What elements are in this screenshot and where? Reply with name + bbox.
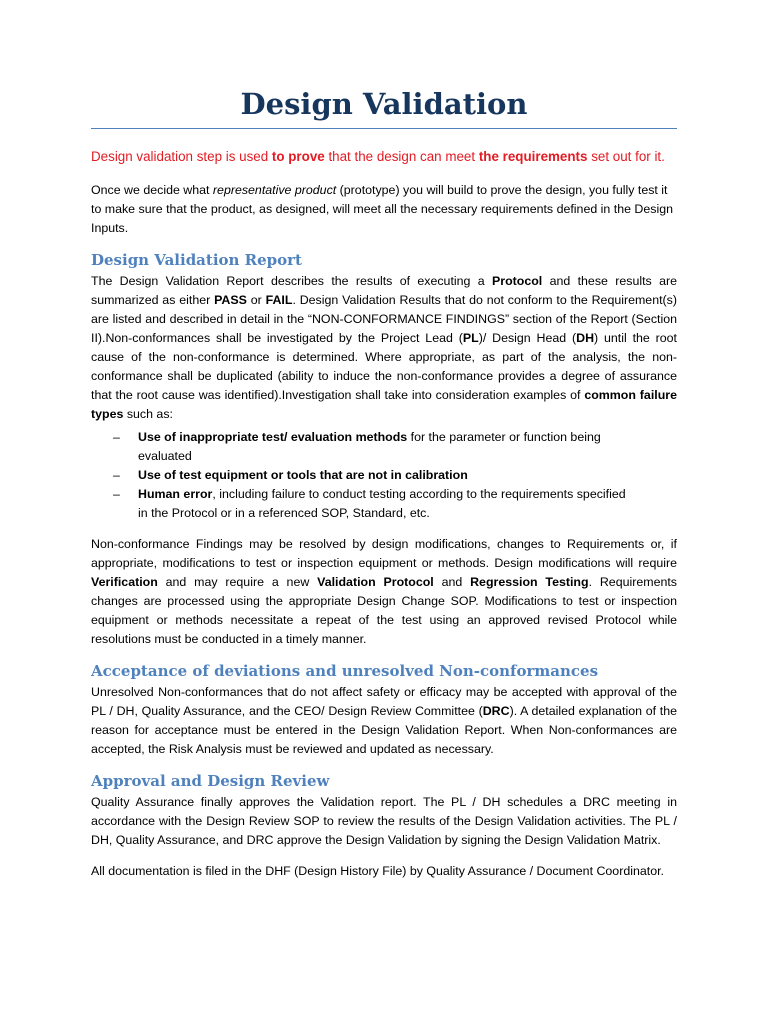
page-title: Design Validation <box>240 87 528 121</box>
list-item: – Human error, including failure to conduct testing according to the requirements specified in the Protocol or in a referenced SOP, Standard, etc. <box>113 487 626 520</box>
section-heading-approval: Approval and Design Review <box>91 772 330 790</box>
title-underline <box>91 128 677 129</box>
list-item: – Use of inappropriate test/ evaluation methods for the parameter or function being evaluated <box>113 430 601 463</box>
validation-report-paragraph: The Design Validation Report describes the results of executing a Protocol and these results are summarized as either PASS or FAIL. Design Validation Results that do not conform to the Requirement(s) are listed and described in detail in the “NON-CONFORMANCE FINDINGS” section of the Report (Section II).Non-conformances shall be investigated by the Project Lead (PL)/ Design Head (DH) until the root cause of the non-conformance is determined. Where appropriate, as part of the analysis, the non-conformance shall be duplicated (ability to induce the non-conformance provides a degree of assurance that the root cause was identified).Investigation shall take into consideration examples of common failure types such as: <box>91 274 677 421</box>
dash-bullet: – <box>113 487 120 501</box>
dash-bullet: – <box>113 430 120 444</box>
failure-types-list <box>91 428 677 523</box>
dash-bullet: – <box>113 468 120 482</box>
document-body <box>91 147 677 881</box>
list-item: – Use of test equipment or tools that are not in calibration <box>91 466 677 485</box>
non-conformance-paragraph: Non-conformance Findings may be resolved by design modifications, changes to Requirements or, if appropriate, modifications to test or inspection equipment or methods. Design modifications will require Verification and may require a new Validation Protocol and Regression Testing. Requirements changes are processed using the appropriate Design Change SOP. Modifications to test or inspection equipment or methods necessitate a repeat of the test using an approved revised Protocol while resolutions must be conducted in a timely manner. <box>91 537 677 646</box>
intro-statement: Design validation step is used to prove that the design can meet the requirements set out for it. <box>91 149 665 164</box>
documentation-paragraph: All documentation is filed in the DHF (Design History File) by Quality Assurance / Document Coordinator. <box>91 864 664 878</box>
section-heading-validation-report: Design Validation Report <box>91 251 302 269</box>
section-heading-acceptance: Acceptance of deviations and unresolved Non-conformances <box>91 662 599 680</box>
acceptance-paragraph: Unresolved Non-conformances that do not affect safety or efficacy may be accepted with approval of the PL / DH, Quality Assurance, and the CEO/ Design Review Committee (DRC). A detailed explanation of the reason for acceptance must be entered in the Design Validation Report. When Non-conformances are accepted, the Risk Analysis must be reviewed and updated as necessary. <box>91 685 677 756</box>
approval-paragraph: Quality Assurance finally approves the Validation report. The PL / DH schedules a DRC meeting in accordance with the Design Review SOP to review the results of the Design Validation activities. The PL / DH, Quality Assurance, and DRC approve the Design Validation by signing the Design Validation Matrix. <box>91 795 677 847</box>
intro-paragraph: Once we decide what representative product (prototype) you will build to prove the design, you fully test it to make sure that the product, as designed, will meet all the necessary requirements defined in the Design Inputs. <box>91 183 673 235</box>
